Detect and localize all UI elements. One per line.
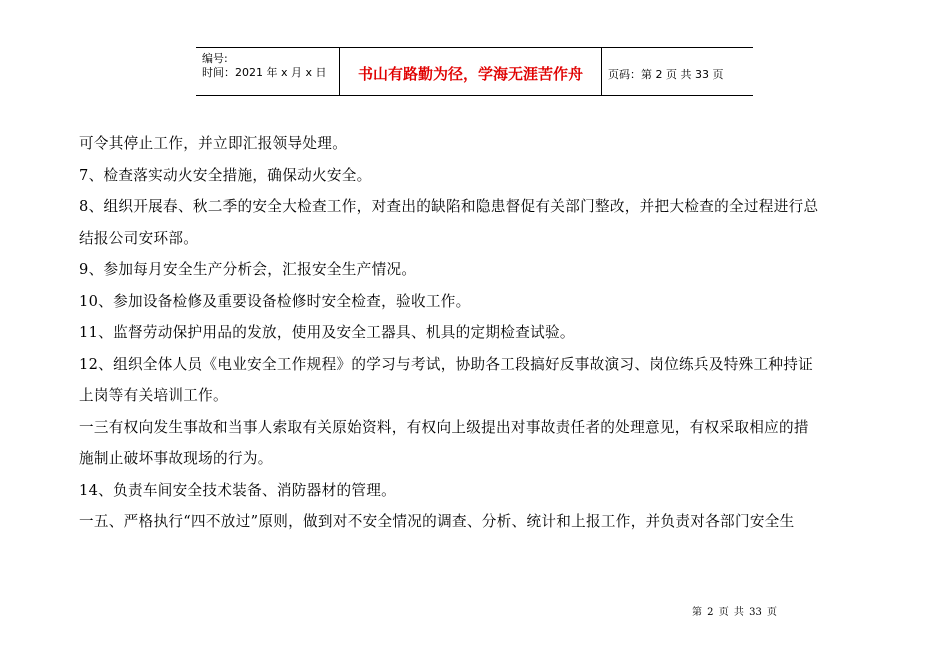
- header-page-info: 页码：第 2 页 共 33 页: [608, 67, 724, 81]
- header-meta-cell: [196, 48, 340, 95]
- paragraph: 7、检查落实动火安全措施，确保动火安全。: [79, 166, 372, 184]
- header-number-label: 编号:: [202, 52, 228, 65]
- paragraph: 一五、严格执行“四不放过”原则，做到对不安全情况的调查、分析、统计和上报工作，并负责对各部门安全生: [79, 513, 795, 530]
- document-body: [79, 128, 879, 538]
- paragraph: 14、负责车间安全技术装备、消防器材的管理。: [79, 481, 397, 499]
- header-motto: 书山有路勤为径，学海无涯苦作舟: [340, 48, 602, 95]
- header-time-label: 时间：2021 年 x 月 x 日: [202, 66, 327, 79]
- paragraph: 上岗等有关培训工作。: [79, 387, 228, 404]
- document-header: [196, 47, 753, 96]
- paragraph: 结报公司安环部。: [79, 229, 199, 247]
- paragraph: 施制止破坏事故现场的行为。: [79, 450, 273, 467]
- paragraph: 12、组织全体人员《电业安全工作规程》的学习与考试，协助各工段搞好反事故演习、岗位练兵及特殊工种持证: [79, 355, 814, 373]
- paragraph: 一三有权向发生事故和当事人索取有关原始资料，有权向上级提出对事故责任者的处理意见，有权采取相应的措: [79, 418, 809, 436]
- paragraph: 11、监督劳动保护用品的发放，使用及安全工器具、机具的定期检查试验。: [79, 324, 575, 341]
- paragraph: 9、参加每月安全生产分析会，汇报安全生产情况。: [79, 261, 417, 278]
- paragraph: 可令其停止工作，并立即汇报领导处理。: [79, 135, 348, 152]
- paragraph: 8、组织开展春、秋二季的安全大检查工作，对查出的缺陷和隐患督促有关部门整改，并把大检查的全过程进行总: [79, 198, 819, 215]
- paragraph: 10、参加设备检修及重要设备检修时安全检查，验收工作。: [79, 292, 471, 310]
- page-footer: 第 2 页 共 33 页: [692, 607, 777, 618]
